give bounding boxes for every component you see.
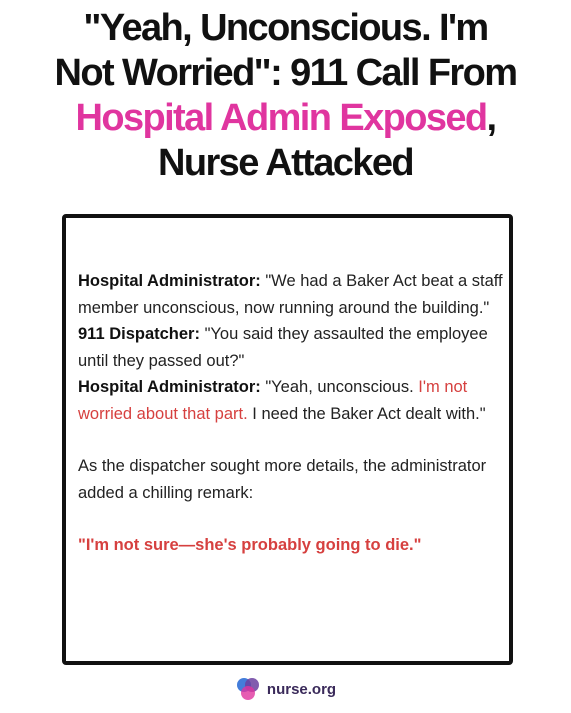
narration-text: As the dispatcher sought more details, the administrator added a chilling remark:: [78, 457, 487, 502]
brand-name: nurse.org: [266, 680, 337, 698]
speech-text: "You said they assaulted the employee until they passed out?": [78, 325, 488, 370]
speech-highlight: I'm not worried about that part.: [78, 378, 468, 423]
chilling-quote: "I'm not sure—she's probably going to die.": [78, 536, 422, 554]
headline: [0, 6, 571, 186]
brand-footer: [0, 676, 571, 702]
speech-text: I need the Baker Act dealt with.": [247, 404, 486, 423]
transcript-card: [62, 214, 513, 665]
speech-text: "We had a Baker Act beat a staff member unconscious, now running around the building.": [78, 272, 503, 317]
transcript-body: [78, 268, 506, 559]
headline-line-1: "Yeah, Unconscious. I'm: [83, 7, 488, 49]
transcript-entry-2: [78, 321, 506, 374]
speaker-label: 911 Dispatcher:: [78, 325, 200, 343]
headline-comma: ,: [486, 97, 496, 139]
headline-highlight: Hospital Admin Exposed: [75, 97, 487, 139]
transcript-entry-3: [78, 374, 506, 427]
speech-text: "Yeah, unconscious.: [260, 378, 419, 396]
headline-line-4: Nurse Attacked: [158, 142, 413, 184]
headline-line-3: [0, 96, 571, 141]
headline-line-2: Not Worried": 911 Call From: [54, 52, 517, 94]
nurse-org-logo-icon: [235, 676, 261, 702]
transcript-entry-1: [78, 268, 506, 321]
speaker-label: Hospital Administrator:: [78, 272, 261, 290]
speaker-label: Hospital Administrator:: [78, 378, 261, 396]
